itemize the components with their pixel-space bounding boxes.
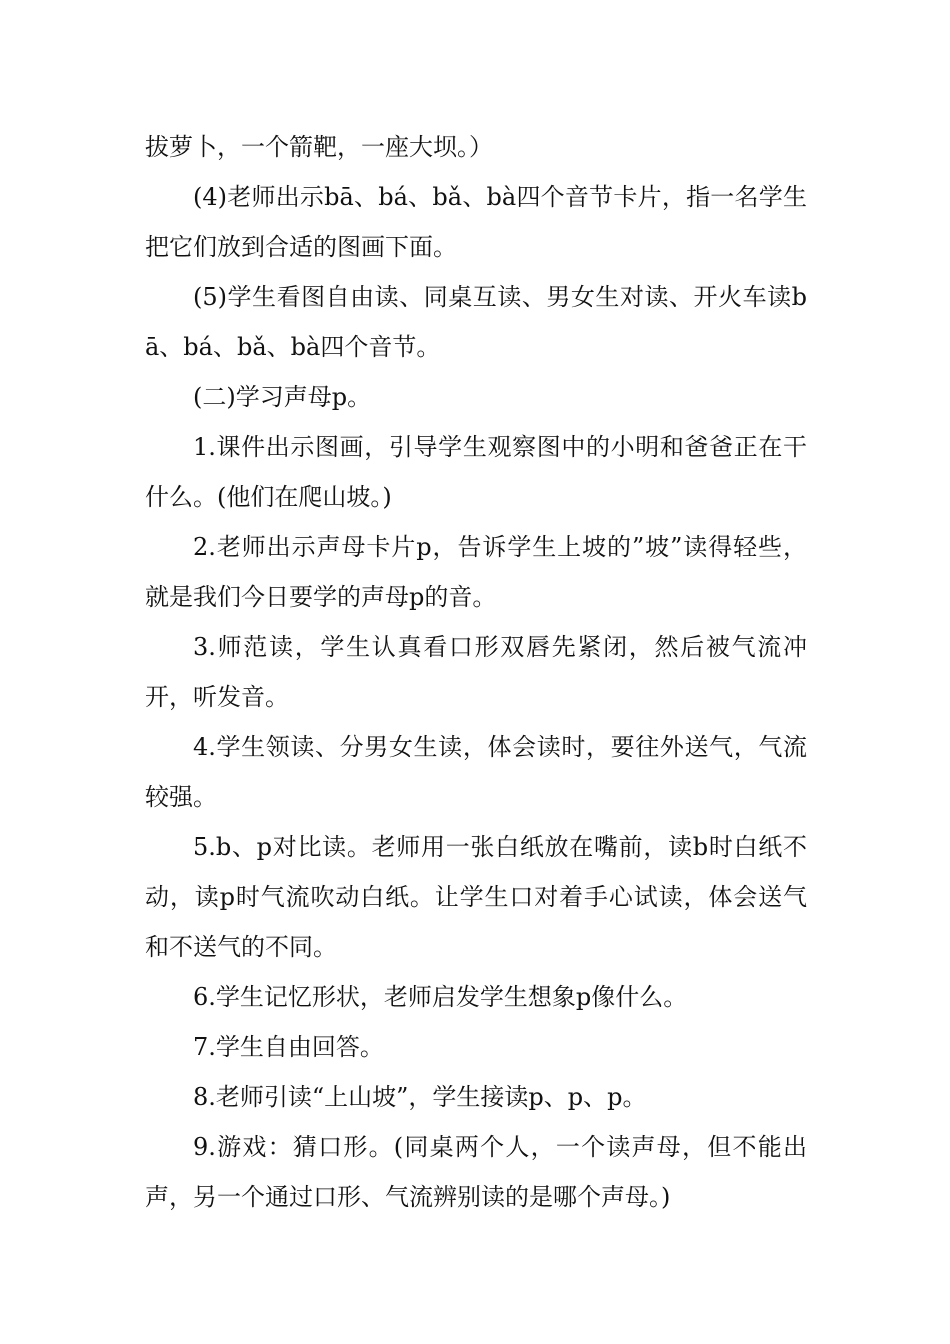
paragraph-item-7: 7.学生自由回答。 xyxy=(193,1033,384,1061)
paragraph-item-8: 8.老师引读“上山坡”，学生接读p、p、p。 xyxy=(193,1083,647,1111)
paragraph-item-1: 1.课件出示图画，引导学生观察图中的小明和爸爸正在干什么。(他们在爬山坡。) xyxy=(145,433,807,511)
section-heading-p: (二)学习声母p。 xyxy=(193,383,372,411)
paragraph-item-5: 5.b、p对比读。老师用一张白纸放在嘴前，读b时白纸不动，读p时气流吹动白纸。让学生口对着手心试读，体会送气和不送气的不同。 xyxy=(145,833,807,961)
paragraph-step-5: (5)学生看图自由读、同桌互读、男女生对读、开火车读bā、bá、bǎ、bà四个音节。 xyxy=(145,283,807,361)
paragraph-item-2: 2.老师出示声母卡片p，告诉学生上坡的”坡”读得轻些，就是我们今日要学的声母p的音。 xyxy=(145,533,807,611)
paragraph-item-4: 4.学生领读、分男女生读，体会读时，要往外送气，气流较强。 xyxy=(145,733,807,811)
paragraph-continuation: 拔萝卜，一个箭靶，一座大坝。） xyxy=(145,133,493,161)
paragraph-item-3: 3.师范读，学生认真看口形双唇先紧闭，然后被气流冲开，听发音。 xyxy=(145,633,807,711)
paragraph-item-6: 6.学生记忆形状，老师启发学生想象p像什么。 xyxy=(193,983,688,1011)
paragraph-item-9: 9.游戏：猜口形。(同桌两个人，一个读声母，但不能出声，另一个通过口形、气流辨别读的是哪个声母。) xyxy=(145,1133,807,1211)
document-body xyxy=(145,122,807,1222)
paragraph-step-4: (4)老师出示bā、bá、bǎ、bà四个音节卡片，指一名学生把它们放到合适的图画下面。 xyxy=(145,183,807,261)
